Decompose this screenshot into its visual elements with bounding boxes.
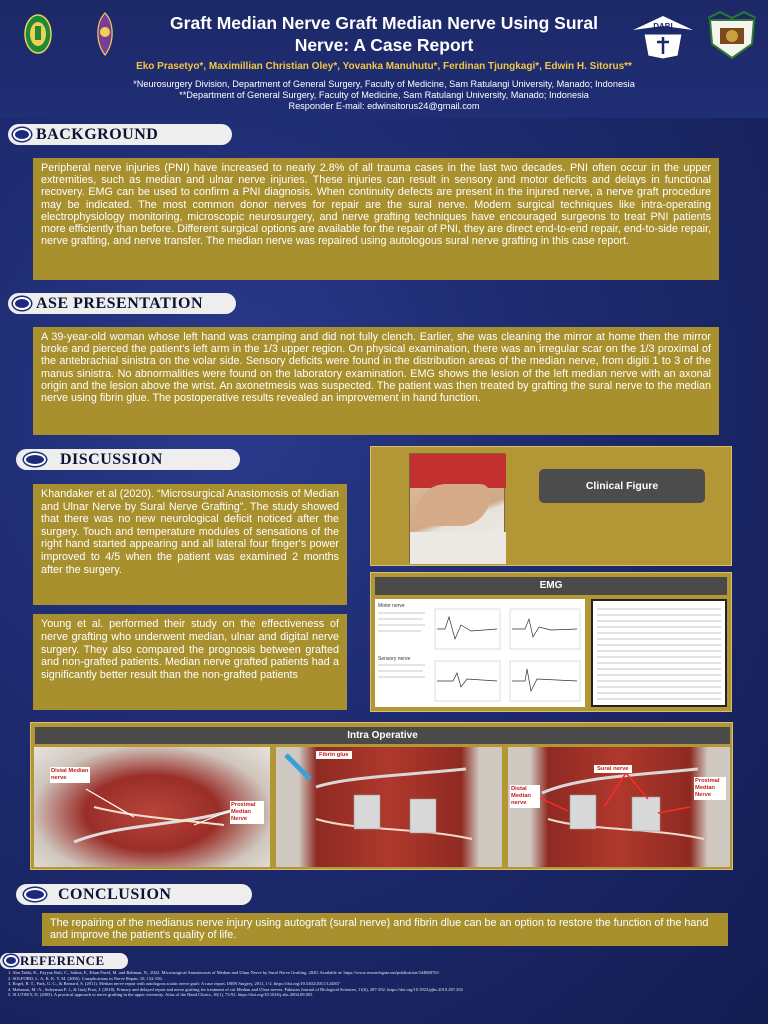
- reference-item: 2. SOLFORD, L. A. K. K. Y. M. (2005). Complications in Nerve Repair, 10, 152-156.: [8, 975, 163, 981]
- faculty-logo: [94, 12, 116, 56]
- clinical-figure-panel: [370, 446, 732, 566]
- reference-heading: [0, 953, 128, 969]
- reference-item: 1. Abu Tabla, K., Fayyaz Rafi, C., Salma, F., Khan Pavel, M. and Rahman, N., 2022. Microsurgical Anastomosis of Median and Ulnar Nerve by Sural Nerve Grafting. 2020. Available at: https://www.researchgate.net/publication/344868763: [8, 970, 439, 975]
- affiliation-1: *Neurosurgery Division, Department of General Surgery, Faculty of Medicine, Sam Ratulangi University, Manado; Indonesia: [133, 79, 635, 89]
- affiliation-2: **Department of General Surgery, Faculty of Medicine, Sam Ratulangi University, Manado; Indonesia: [179, 90, 589, 100]
- section-bullet-icon: [4, 955, 18, 966]
- discussion-text-2: Young et al. performed their study on the effectiveness of nerve grafting who underwent median, ulnar and digital nerve surgery. They also compared the prognosis between grafted and non-grafted patients. Median nerve grafted patients had a significantly better result than the non-grafted patients: [33, 614, 347, 710]
- emg-sensory-label: Sensory nerve: [378, 656, 411, 662]
- case-presentation-heading: [8, 293, 236, 314]
- intra-op-photo-3: [508, 747, 730, 867]
- photo3-proximal-label: Proximal Median Nerve: [694, 777, 726, 800]
- background-text: Peripheral nerve injuries (PNI) have increased to nearly 2.8% of all trauma cases in the last two decades. PNI often occur in the upper extremities, such as median and ulnar nerve injuries. These injuries can result in sensory and motor deficits and delays in functional recovery. EMG can be used to confirm a PNI diagnosis. When continuity defects are present in the injured nerve, a nerve graft procedure may be indicated. The most common donor nerves for repair are the sural nerve. Modern surgical techniques like intra-operating electrophysiology monitoring, microscopic neurosurgery, and nerve grafting techniques have encouraged surgeons to treat PNI patients more efficiently than before. Different surgical options are available for the repair of PNI, they are direct end-to-end repair, end-to-side repair, nerve grafting, and nerve transfer. The median nerve was repaired using autologous sural nerve grafting in this case report.: [33, 158, 719, 280]
- photo1-distal-label: Distal Median nerve: [51, 768, 89, 781]
- dabi-logo-text: DABI: [653, 22, 673, 31]
- background-heading: [8, 124, 232, 145]
- reference-item: 5. SLUTSKY, D. (2005). A practical approach to nerve grafting in the upper extremity. Atlas of the Hand Clinics, 10(1), 73-92. https://doi.org/10.1016/j.ahc.2004.09.003: [8, 992, 313, 998]
- reference-list: [8, 970, 760, 998]
- clinical-photo: [409, 453, 505, 563]
- clinical-figure-label: Clinical Figure: [539, 469, 705, 503]
- photo3-sural-label: Sural nerve: [594, 765, 632, 773]
- discussion-text-1: Khandaker et al (2020). “Microsurgical Anastomosis of Median and Ulnar Nerve by Sural Nerve Grafting”. The study showed that there was no new neurological deficit noticed after the surgery. Touch and temperature modules of sensations of the right hand started appearing and all lateral four finger's power improved to 4/5 when the patient was examined 2 months after the surgery.: [33, 484, 347, 605]
- responder-email: Responder E-mail: edwinsitorus24@gmail.com: [288, 101, 480, 111]
- dabi-logo: [630, 12, 696, 60]
- discussion-heading: [16, 449, 240, 470]
- emg-trace-image: [375, 599, 585, 707]
- conclusion-heading-text: CONCLUSION: [58, 886, 172, 903]
- intra-operative-label: Intra Operative: [35, 727, 730, 744]
- reference-heading-text: REFERENCE: [20, 953, 105, 968]
- authors-line: Eko Prasetyo*, Maximillian Christian Oley*, Yovanka Manuhutu*, Ferdinan Tjungkagi*, Edwin H. Sitorus**: [136, 61, 632, 72]
- intra-op-photo-1: [34, 747, 270, 867]
- section-bullet-icon: [13, 128, 31, 141]
- section-bullet-icon: [24, 453, 46, 466]
- conclusion-text: The repairing of the medianus nerve injury using autograft (sural nerve) and fibrin dlue can be an option to restore the function of the hand and improve the patient's quality of life.: [42, 913, 728, 946]
- section-bullet-icon: [24, 888, 46, 901]
- department-crest-logo: [706, 10, 758, 62]
- photo1-proximal-label: Proximal Median Nerve: [230, 801, 264, 824]
- emg-panel: [370, 572, 732, 712]
- photo2-fibrin-label: Fibrin glue: [316, 751, 352, 759]
- conclusion-heading: [16, 884, 252, 905]
- emg-table-image: [591, 599, 727, 707]
- intra-op-photo-2: [276, 747, 502, 867]
- affiliations: [60, 79, 708, 112]
- university-logo: [24, 14, 52, 54]
- case-presentation-text: A 39-year-old woman whose left hand was cramping and did not fully clench. Earlier, she was cleaning the mirror at home then the mirror broke and pierced the patient's left arm in the 1/3 upper region. On physical examination, there was an irregular scar on the 1/3 proximal of the antebrachial sinistra on the volar side. Sensory deficits were found in the distribution areas of the median nerve, from digiti 1 to 3 of the manus sinistra. No abnormalities were found on the laboratory examination. EMG shows the lesion of the left median nerve with an axonal origin and the lesion above the wrist. An axonetmesis was suspected. The patient was then treated by grafting the sural nerve to the median nerve using fibrin glue. The postoperative results revealed an improvement in hand function.: [33, 327, 719, 435]
- section-bullet-icon: [13, 297, 31, 310]
- discussion-heading-text: DISCUSSION: [60, 451, 163, 468]
- reference-item: 4. Mabasmi, M.-A., Suleyman P. J., & Guej Pour, J. (2018). Primary and delayed repair and nerve grafting for treatment of cut Median and Ulnar nerves. Pakistan Journal of Biological Sciences, 11(6), 287-292. https://doi.org/10.3923/pjbs.2010.287.292: [8, 986, 463, 992]
- reference-item: 3. Rogel, B. T., Park, G. C., & Bernard, S. (2011). Median nerve repair with autologous sciatic nerve graft: A case report. ISRN Surgery, 2011, 1-2. https://doi.org/10.5402/2011/124567: [8, 981, 340, 987]
- emg-motor-label: Motor nerve: [378, 603, 405, 609]
- emg-label: EMG: [375, 577, 727, 595]
- photo3-distal-label: Distal Median nerve: [510, 785, 540, 808]
- intra-operative-panel: [30, 722, 733, 870]
- poster-title: Graft Median Nerve Graft Median Nerve Using Sural Nerve: A Case Report: [170, 13, 598, 55]
- background-heading-text: BACKGROUND: [36, 126, 159, 143]
- case-presentation-heading-text: ASE PRESENTATION: [36, 295, 203, 312]
